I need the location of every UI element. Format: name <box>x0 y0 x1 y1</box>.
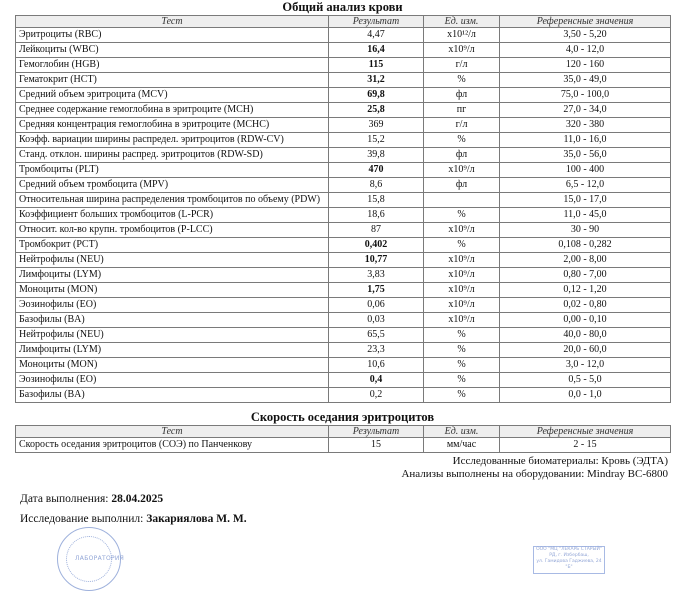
reference-value: 40,0 - 80,0 <box>500 328 671 343</box>
table-row <box>16 343 671 358</box>
result-value: 87 <box>329 223 424 238</box>
unit-value: % <box>424 133 500 148</box>
unit-value: x10⁹/л <box>424 163 500 178</box>
reference-value: 0,80 - 7,00 <box>500 268 671 283</box>
test-name: Тромбоциты (PLT) <box>16 163 329 178</box>
result-value: 10,77 <box>329 253 424 268</box>
rect-stamp-line: ООО "МЦ "ЛЕКАРЬ СТАРЫЙ" <box>536 547 602 552</box>
unit-value: x10⁹/л <box>424 313 500 328</box>
unit-value: г/л <box>424 118 500 133</box>
result-value: 39,8 <box>329 148 424 163</box>
unit-value: фл <box>424 178 500 193</box>
performer <box>20 513 247 525</box>
unit-value: x10⁹/л <box>424 268 500 283</box>
table-row <box>16 178 671 193</box>
header-test: Тест <box>16 16 329 28</box>
reference-value: 3,0 - 12,0 <box>500 358 671 373</box>
table-row <box>16 358 671 373</box>
result-value: 369 <box>329 118 424 133</box>
result-value: 0,03 <box>329 313 424 328</box>
test-name: Коэффициент больших тромбоцитов (L-PCR) <box>16 208 329 223</box>
test-name: Средний объем тромбоцита (MPV) <box>16 178 329 193</box>
unit-value: фл <box>424 88 500 103</box>
test-name: Лимфоциты (LYM) <box>16 268 329 283</box>
result-value: 69,8 <box>329 88 424 103</box>
result-value: 25,8 <box>329 103 424 118</box>
reference-value: 11,0 - 16,0 <box>500 133 671 148</box>
test-name: Нейтрофилы (NEU) <box>16 253 329 268</box>
test-name: Моноциты (MON) <box>16 358 329 373</box>
result-value: 1,75 <box>329 283 424 298</box>
result-value: 15,8 <box>329 193 424 208</box>
unit-value: x10⁹/л <box>424 43 500 58</box>
unit-value: % <box>424 208 500 223</box>
test-name: Лейкоциты (WBC) <box>16 43 329 58</box>
reference-value: 2 - 15 <box>500 438 671 453</box>
date-value: 28.04.2025 <box>111 493 164 505</box>
reference-value: 30 - 90 <box>500 223 671 238</box>
reference-value: 0,0 - 1,0 <box>500 388 671 403</box>
result-value: 8,6 <box>329 178 424 193</box>
reference-value: 35,0 - 56,0 <box>500 148 671 163</box>
report-sheet <box>15 0 670 481</box>
esr-header-row <box>16 426 671 438</box>
result-value: 65,5 <box>329 328 424 343</box>
execution-date <box>20 493 163 505</box>
table-row <box>16 298 671 313</box>
esr-rows <box>16 438 671 453</box>
reference-value: 75,0 - 100,0 <box>500 88 671 103</box>
test-name: Скорость оседания эритроцитов (СОЭ) по Панченкову <box>16 438 329 453</box>
performer-value: Закариялова М. М. <box>146 513 247 525</box>
unit-value: фл <box>424 148 500 163</box>
table-row <box>16 238 671 253</box>
test-name: Эозинофилы (EO) <box>16 373 329 388</box>
table-row <box>16 88 671 103</box>
test-name: Коэфф. вариации ширины распредел. эритроцитов (RDW-CV) <box>16 133 329 148</box>
reference-value: 3,50 - 5,20 <box>500 28 671 43</box>
unit-value: мм/час <box>424 438 500 453</box>
result-value: 16,4 <box>329 43 424 58</box>
table-row <box>16 163 671 178</box>
reference-value: 0,5 - 5,0 <box>500 373 671 388</box>
reference-value: 4,0 - 12,0 <box>500 43 671 58</box>
table-row <box>16 268 671 283</box>
test-name: Средняя концентрация гемоглобина в эритроците (MCHC) <box>16 118 329 133</box>
rect-stamp-icon <box>533 546 605 574</box>
unit-value: % <box>424 343 500 358</box>
unit-value: % <box>424 388 500 403</box>
cbc-rows <box>16 28 671 403</box>
table-row <box>16 223 671 238</box>
test-name: Относительная ширина распределения тромбоцитов по объему (PDW) <box>16 193 329 208</box>
result-value: 31,2 <box>329 73 424 88</box>
reference-value: 120 - 160 <box>500 58 671 73</box>
reference-value: 2,00 - 8,00 <box>500 253 671 268</box>
result-value: 0,06 <box>329 298 424 313</box>
rect-stamp-line: РД, г. Избербаш, <box>549 553 589 558</box>
table-row <box>16 253 671 268</box>
test-name: Среднее содержание гемоглобина в эритроците (MCH) <box>16 103 329 118</box>
result-value: 115 <box>329 58 424 73</box>
equipment-note: Анализы выполнены на оборудовании: Mindray BC-6800 <box>401 468 668 480</box>
header-unit: Ед. изм. <box>424 426 500 438</box>
table-row <box>16 73 671 88</box>
test-name: Гематокрит (HCT) <box>16 73 329 88</box>
test-name: Гемоглобин (HGB) <box>16 58 329 73</box>
table-row <box>16 373 671 388</box>
esr-table <box>15 425 671 453</box>
table-row <box>16 133 671 148</box>
table-row <box>16 283 671 298</box>
cbc-table <box>15 15 671 403</box>
reference-value: 20,0 - 60,0 <box>500 343 671 358</box>
unit-value <box>424 193 500 208</box>
table-row <box>16 313 671 328</box>
unit-value: x10⁹/л <box>424 283 500 298</box>
reference-value: 0,108 - 0,282 <box>500 238 671 253</box>
result-value: 0,402 <box>329 238 424 253</box>
unit-value: % <box>424 238 500 253</box>
test-name: Относит. кол-во крупн. тромбоцитов (P-LCC) <box>16 223 329 238</box>
result-value: 470 <box>329 163 424 178</box>
result-value: 0,2 <box>329 388 424 403</box>
unit-value: % <box>424 73 500 88</box>
test-name: Базофилы (BA) <box>16 313 329 328</box>
result-value: 23,3 <box>329 343 424 358</box>
table-row <box>16 58 671 73</box>
table-row <box>16 208 671 223</box>
result-value: 15 <box>329 438 424 453</box>
unit-value: % <box>424 373 500 388</box>
unit-value: x10¹²/л <box>424 28 500 43</box>
result-value: 18,6 <box>329 208 424 223</box>
unit-value: % <box>424 358 500 373</box>
table-row <box>16 193 671 208</box>
unit-value: г/л <box>424 58 500 73</box>
test-name: Нейтрофилы (NEU) <box>16 328 329 343</box>
unit-value: пг <box>424 103 500 118</box>
header-result: Результат <box>329 426 424 438</box>
result-value: 10,6 <box>329 358 424 373</box>
reference-value: 0,02 - 0,80 <box>500 298 671 313</box>
header-unit: Ед. изм. <box>424 16 500 28</box>
biomaterial-note: Исследованные биоматериалы: Кровь (ЭДТА) <box>452 455 668 467</box>
result-value: 3,83 <box>329 268 424 283</box>
result-value: 15,2 <box>329 133 424 148</box>
test-name: Средний объем эритроцита (MCV) <box>16 88 329 103</box>
header-result: Результат <box>329 16 424 28</box>
test-name: Базофилы (BA) <box>16 388 329 403</box>
reference-value: 27,0 - 34,0 <box>500 103 671 118</box>
header-reference: Референсные значения <box>500 426 671 438</box>
result-value: 0,4 <box>329 373 424 388</box>
header-test: Тест <box>16 426 329 438</box>
test-name: Эозинофилы (EO) <box>16 298 329 313</box>
table-row <box>16 28 671 43</box>
test-name: Моноциты (MON) <box>16 283 329 298</box>
reference-value: 6,5 - 12,0 <box>500 178 671 193</box>
date-label: Дата выполнения: <box>20 493 109 505</box>
reference-value: 35,0 - 49,0 <box>500 73 671 88</box>
reference-value: 11,0 - 45,0 <box>500 208 671 223</box>
result-value: 4,47 <box>329 28 424 43</box>
test-name: Станд. отклон. ширины распред. эритроцитов (RDW-SD) <box>16 148 329 163</box>
reference-value: 15,0 - 17,0 <box>500 193 671 208</box>
reference-value: 0,00 - 0,10 <box>500 313 671 328</box>
cbc-title: Общий анализ крови <box>282 0 403 14</box>
esr-title: Скорость оседания эритроцитов <box>250 410 435 424</box>
test-name: Тромбокрит (PCT) <box>16 238 329 253</box>
table-row <box>16 118 671 133</box>
table-row <box>16 388 671 403</box>
table-row <box>16 43 671 58</box>
round-stamp-icon <box>57 527 125 591</box>
table-row <box>16 328 671 343</box>
rect-stamp-line: ул. Гамидова Гаджиева, 24 "Б" <box>536 559 602 570</box>
unit-value: % <box>424 328 500 343</box>
unit-value: x10⁹/л <box>424 298 500 313</box>
test-name: Лимфоциты (LYM) <box>16 343 329 358</box>
table-row <box>16 438 671 453</box>
round-stamp-text: ЛАБОРАТОРИЯ <box>75 555 125 562</box>
table-row <box>16 103 671 118</box>
table-row <box>16 148 671 163</box>
performer-label: Исследование выполнил: <box>20 513 144 525</box>
reference-value: 320 - 380 <box>500 118 671 133</box>
unit-value: x10⁹/л <box>424 223 500 238</box>
reference-value: 100 - 400 <box>500 163 671 178</box>
test-name: Эритроциты (RBC) <box>16 28 329 43</box>
unit-value: x10⁹/л <box>424 253 500 268</box>
header-reference: Референсные значения <box>500 16 671 28</box>
cbc-header-row <box>16 16 671 28</box>
reference-value: 0,12 - 1,20 <box>500 283 671 298</box>
